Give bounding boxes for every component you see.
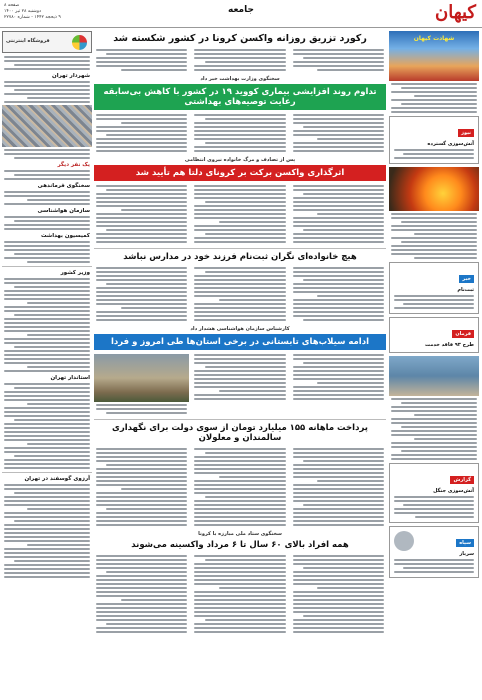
article-heading[interactable]: سخنگوی فرماندهی	[37, 183, 90, 189]
article-heading[interactable]: کمیسیون بهداشت	[40, 233, 90, 239]
news-box-title: آتش‌سوزی جنگل	[433, 488, 474, 494]
headline-banner-green[interactable]: تداوم روند افزایشی بیماری کووید ۱۹ در کشور با کاهش بی‌سابقه رعایت توصیه‌های بهداشتی	[94, 84, 386, 110]
article-body	[94, 183, 386, 245]
news-box[interactable]	[389, 526, 479, 578]
headline-banner-red[interactable]: اثرگذاری واکسن برکت بر کرونای دلتا هم تأیید شد	[94, 165, 386, 181]
collapsed-building-photo[interactable]	[2, 105, 92, 147]
article-heading[interactable]: یک نفر دیگر	[57, 162, 90, 168]
article-heading[interactable]: وزیر کشور	[60, 270, 90, 276]
news-box[interactable]	[389, 116, 479, 164]
issue-number: ۹ ذیحجه ۱۴۴۲ - شماره ۲۲۷۸۰	[4, 15, 61, 20]
news-box[interactable]	[389, 317, 479, 353]
article-body	[94, 112, 386, 154]
news-box-title: طرح ۹۳ فاقد خدمت	[425, 342, 474, 348]
advertisement[interactable]	[2, 31, 92, 53]
headline-banner-blue[interactable]: ادامه سیلاب‌های تابستانی در برخی استان‌ها طی امروز و فردا	[94, 334, 386, 350]
article-kicker: کارشناس سازمان هواشناسی هشدار داد	[190, 326, 290, 332]
newspaper-logo[interactable]: کیهان	[434, 2, 476, 23]
article-body	[389, 83, 479, 113]
article-kicker: پس از تصادف و مرگ خانواده نیروی انتظامی	[184, 157, 296, 163]
headline-elderly-care[interactable]: پرداخت ماهانه ۱۵۵ میلیارد تومان از سوی دولت برای نگهداری سالمندان و معلولان	[112, 423, 368, 443]
article-heading[interactable]: شهردار تهران	[52, 73, 90, 79]
lead-headline[interactable]: رکورد تزریق روزانه واکسن کرونا در کشور شکسته شد	[113, 33, 367, 44]
cover-artwork-text: شهادت کیهان	[413, 35, 455, 42]
headline-vaccination[interactable]: همه افراد بالای ۶۰ سال تا ۶ مرداد واکسینه می‌شوند	[131, 540, 349, 550]
news-box[interactable]	[389, 463, 479, 523]
page-number: صفحه ۸	[4, 3, 20, 8]
news-tag: خبر	[459, 275, 474, 283]
news-tag: نیوز	[458, 129, 474, 137]
ad-logo-icon	[72, 35, 87, 50]
news-tag: سپاه	[456, 539, 474, 547]
news-tag: گزارش	[450, 476, 474, 484]
headline-schools[interactable]: هیچ خانواده‌ای نگران ثبت‌نام فرزند خود در مدارس نباشد	[123, 252, 357, 262]
article-heading[interactable]: آرزوی گوسفند در تهران	[24, 476, 90, 482]
dateline	[4, 3, 61, 21]
news-box-title: آتش‌سوزی گسترده	[427, 141, 474, 147]
flood-photo[interactable]	[389, 356, 479, 396]
masthead	[0, 0, 482, 28]
fire-photo[interactable]	[389, 167, 479, 211]
right-column	[389, 31, 479, 697]
main-column	[94, 31, 386, 697]
article-heading[interactable]: استاندار تهران	[50, 375, 90, 381]
article-body	[94, 265, 386, 323]
article-body	[94, 553, 386, 635]
news-tag: فرمان	[452, 330, 474, 338]
article-kicker: سخنگوی ستاد ملی مبارزه با کرونا	[198, 531, 282, 537]
section-title: جامعه	[228, 5, 254, 15]
article-body	[94, 352, 386, 416]
news-box-title: ثبت‌نام	[457, 287, 474, 293]
cover-artwork[interactable]	[389, 31, 479, 81]
lead-article-body	[94, 47, 386, 73]
news-box[interactable]	[389, 262, 479, 314]
avatar	[394, 531, 414, 551]
ad-text: فروشگاه اینترنتی	[6, 38, 50, 44]
left-column	[2, 31, 92, 697]
article-kicker: سخنگوی وزارت بهداشت خبر داد	[200, 76, 280, 82]
date: دوشنبه ۲۸ تیر ۱۴۰۰	[4, 9, 41, 14]
article-body	[94, 446, 386, 528]
news-box-title: سرباز	[459, 551, 474, 557]
flood-photo[interactable]	[94, 354, 189, 402]
article-body	[2, 56, 92, 70]
article-heading[interactable]: سازمان هواشناسی	[37, 208, 90, 214]
